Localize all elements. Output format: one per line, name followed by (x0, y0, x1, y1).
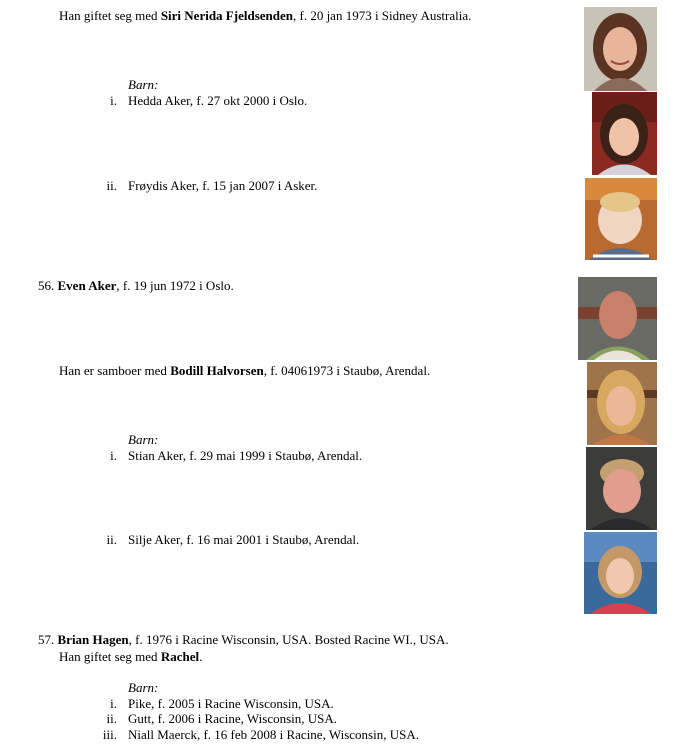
spouse-name: Bodill Halvorsen (170, 363, 264, 378)
entry-number: 56. (38, 278, 55, 293)
person-entry-57 (38, 632, 449, 648)
spouse-prefix: Han giftet seg med (59, 649, 161, 664)
children-heading: Barn: (128, 680, 159, 695)
person-details: , f. 19 jun 1972 i Oslo. (116, 278, 234, 293)
entry-number: 57. (38, 632, 55, 647)
photo-silje (584, 532, 657, 614)
person-name: Even Aker (57, 278, 117, 293)
person-details: , f. 1976 i Racine Wisconsin, USA. Bosted Racine WI., USA. (128, 632, 449, 647)
photo-stian (586, 447, 657, 530)
child-entry-hedda: Hedda Aker, f. 27 okt 2000 i Oslo. (128, 93, 308, 108)
photo-froydis (585, 178, 657, 260)
photo-even (578, 277, 657, 360)
photo-siri (584, 7, 657, 91)
child-entry-froydis: Frøydis Aker, f. 15 jan 2007 i Asker. (128, 178, 318, 193)
photo-bodill (587, 362, 657, 445)
spouse-prefix: Han giftet seg med (59, 8, 161, 23)
spouse-details: . (199, 649, 203, 664)
spouse-name: Rachel (160, 649, 200, 664)
children-heading: Barn: (128, 77, 159, 92)
child-entry-gutt: Gutt, f. 2006 i Racine, Wisconsin, USA. (128, 711, 338, 726)
child-number: ii. (106, 711, 117, 726)
spouse-name: Siri Nerida Fjeldsenden (160, 8, 293, 23)
spouse-line-rachel (59, 649, 202, 665)
spouse-line-bodill (59, 363, 430, 379)
spouse-details: , f. 04061973 i Staubø, Arendal. (263, 363, 431, 378)
spouse-prefix: Han er samboer med (59, 363, 171, 378)
photo-hedda (592, 92, 657, 175)
child-entry-niall: Niall Maerck, f. 16 feb 2008 i Racine, Wisconsin, USA. (128, 727, 419, 742)
child-number: ii. (106, 532, 117, 547)
child-number: ii. (106, 178, 117, 193)
person-name: Brian Hagen (57, 632, 129, 647)
child-entry-stian: Stian Aker, f. 29 mai 1999 i Staubø, Arendal. (128, 448, 363, 463)
child-entry-pike: Pike, f. 2005 i Racine Wisconsin, USA. (128, 696, 334, 711)
child-number: i. (110, 448, 117, 463)
child-number: i. (110, 696, 117, 711)
child-number: i. (110, 93, 117, 108)
child-number: iii. (102, 727, 117, 742)
child-entry-silje: Silje Aker, f. 16 mai 2001 i Staubø, Arendal. (128, 532, 360, 547)
spouse-details: , f. 20 jan 1973 i Sidney Australia. (292, 8, 472, 23)
person-entry-56 (38, 278, 234, 294)
spouse-line-siri (59, 8, 471, 24)
children-heading: Barn: (128, 432, 159, 447)
